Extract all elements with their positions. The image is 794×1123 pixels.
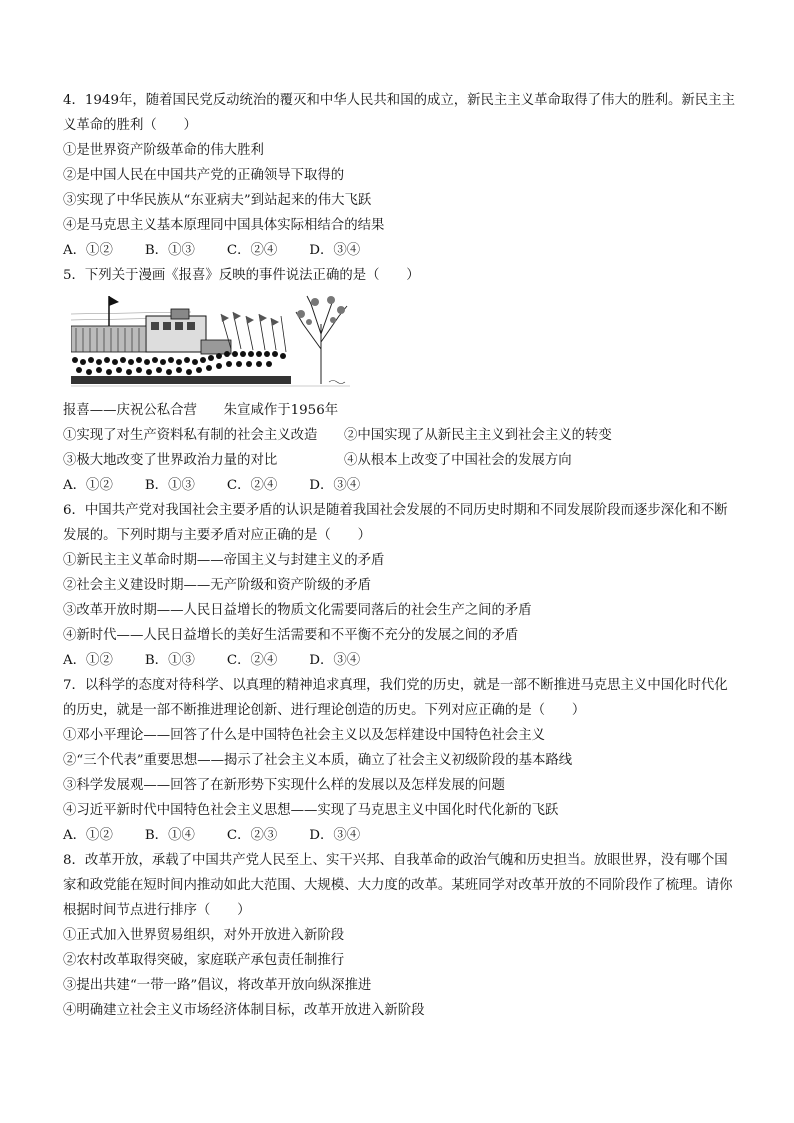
question-5-option-4: ④从根本上改变了中国社会的发展方向 — [344, 453, 572, 468]
choice-b: B．①④ — [144, 828, 195, 843]
question-8-option-2: ②农村改革取得突破，家庭联产承包责任制推行 — [63, 953, 345, 968]
question-6-choices — [63, 648, 735, 673]
choice-c: C．②④ — [226, 243, 278, 258]
question-7-option-1: ①邓小平理论——回答了什么是中国特色社会主义以及怎样建设中国特色社会主义 — [63, 728, 546, 743]
choice-a: A．①② — [63, 478, 113, 493]
question-6-option-1: ①新民主主义革命时期——帝国主义与封建主义的矛盾 — [63, 553, 385, 568]
question-5-options-row-1 — [63, 423, 735, 448]
question-7-option-3: ③科学发展观——回答了在新形势下实现什么样的发展以及怎样发展的问题 — [63, 778, 505, 793]
question-7-option-4: ④习近平新时代中国特色社会主义思想——实现了马克思主义中国化时代化新的飞跃 — [63, 803, 559, 818]
question-4-option-1: ①是世界资产阶级革命的伟大胜利 — [63, 143, 264, 158]
question-5-option-3: ③极大地改变了世界政治力量的对比 — [63, 453, 278, 468]
question-4-option-2: ②是中国人民在中国共产党的正确领导下取得的 — [63, 168, 345, 183]
choice-b: B．①③ — [144, 653, 195, 668]
choice-d: D．③④ — [309, 653, 361, 668]
question-4-choices — [63, 238, 735, 263]
question-5-stem: 5．下列关于漫画《报喜》反映的事件说法正确的是（ ） — [63, 268, 420, 283]
question-6-stem: 6．中国共产党对我国社会主要矛盾的认识是随着我国社会发展的不同历史时期和不同发展阶段而逐步深化和不断发展的。下列时期与主要矛盾对应正确的是（ ） — [63, 503, 728, 543]
choice-a: A．①② — [63, 828, 113, 843]
question-4-stem: 4．1949年，随着国民党反动统治的覆灭和中华人民共和国的成立，新民主主义革命取得了伟大的胜利。新民主主义革命的胜利（ ） — [63, 93, 735, 133]
choice-a: A．①② — [63, 243, 113, 258]
question-8-option-4: ④明确建立社会主义市场经济体制目标，改革开放进入新阶段 — [63, 1003, 425, 1018]
choice-d: D．③④ — [309, 828, 361, 843]
choice-c: C．②④ — [226, 478, 278, 493]
question-8-option-3: ③提出共建“一带一路”倡议，将改革开放向纵深推进 — [63, 978, 372, 993]
choice-c: C．②③ — [226, 828, 278, 843]
question-4-option-3: ③实现了中华民族从“东亚病夫”到站起来的伟大飞跃 — [63, 193, 372, 208]
exam-page — [63, 88, 735, 1023]
question-7-stem: 7．以科学的态度对待科学、以真理的精神追求真理，我们党的历史，就是一部不断推进马克思主义中国化时代化的历史，就是一部不断推进理论创新、进行理论创造的历史。下列对应正确的是（ ） — [63, 678, 728, 718]
question-7-choices — [63, 823, 735, 848]
choice-b: B．①③ — [144, 478, 195, 493]
choice-b: B．①③ — [144, 243, 195, 258]
question-8-option-1: ①正式加入世界贸易组织，对外开放进入新阶段 — [63, 928, 345, 943]
question-5-options-row-2 — [63, 448, 735, 473]
choice-a: A．①② — [63, 653, 113, 668]
question-5-option-1: ①实现了对生产资料私有制的社会主义改造 — [63, 428, 318, 443]
choice-d: D．③④ — [309, 478, 361, 493]
question-6-option-4: ④新时代——人民日益增长的美好生活需要和不平衡不充分的发展之间的矛盾 — [63, 628, 519, 643]
cartoon-baoxi-image — [71, 294, 350, 390]
question-5-option-2: ②中国实现了从新民主主义到社会主义的转变 — [344, 428, 612, 443]
question-4-option-4: ④是马克思主义基本原理同中国具体实际相结合的结果 — [63, 218, 385, 233]
question-6-option-2: ②社会主义建设时期——无产阶级和资产阶级的矛盾 — [63, 578, 371, 593]
question-7-option-2: ②“三个代表”重要思想——揭示了社会主义本质，确立了社会主义初级阶段的基本路线 — [63, 753, 573, 768]
question-5-choices — [63, 473, 735, 498]
choice-d: D．③④ — [309, 243, 361, 258]
choice-c: C．②④ — [226, 653, 278, 668]
cartoon-caption: 报喜——庆祝公私合营 朱宣咸作于1956年 — [63, 403, 339, 418]
question-6-option-3: ③改革开放时期——人民日益增长的物质文化需要同落后的社会生产之间的矛盾 — [63, 603, 532, 618]
question-8-stem: 8．改革开放，承载了中国共产党人民至上、实干兴邦、自我革命的政治气魄和历史担当。放眼世界，没有哪个国家和政党能在短时间内推动如此大范围、大规模、大力度的改革。某班同学对改革开放的不同阶段作了梳理。请你根据时间节点进行排序（ ） — [63, 853, 733, 918]
cartoon-figure-area — [63, 288, 735, 398]
